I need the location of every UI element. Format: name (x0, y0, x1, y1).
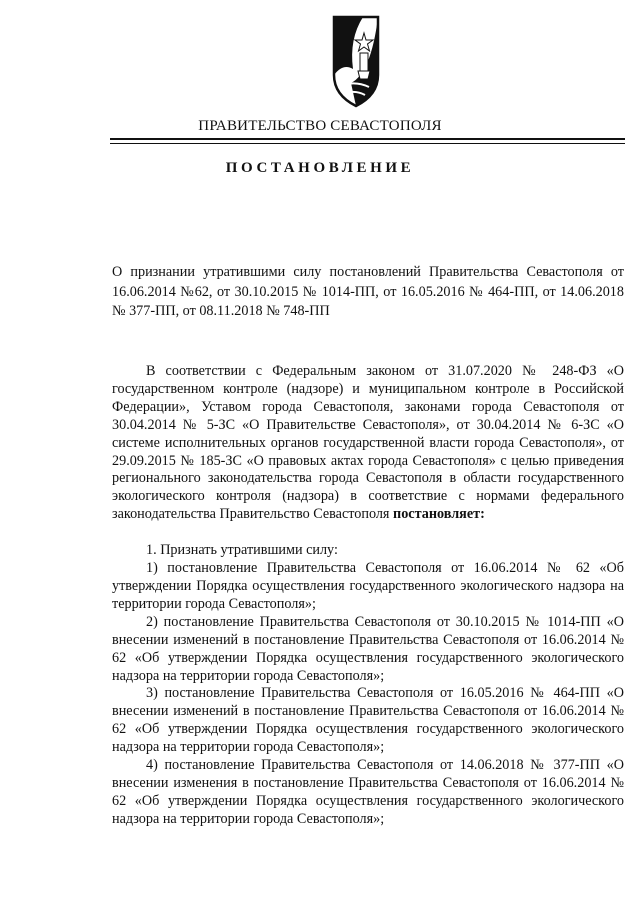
document-subject: О признании утратившими силу постановлений Правительства Севастополя от 16.06.2014 №62, от 30.10.2015 № 1014-ПП, от 16.05.2016 № 464-ПП, от 14.06.2018 № 377-ПП, от 08.11.2018 № 748-ПП (112, 264, 624, 320)
point-1-heading: 1. Признать утратившими силу: (146, 542, 338, 559)
list-item: 2) постановление Правительства Севастополя от 30.10.2015 № 1014-ПП «О внесении изменений в постановление Правительства Севастополя от 16.06.2014 № 62 «Об утверждении Порядка осуществления государственного экологического надзора на территории города Севастополя»; (112, 613, 624, 684)
preamble-text: В соответствии с Федеральным законом от 31.07.2020 № 248-ФЗ «О государственном контроле (надзоре) и муниципальном контроле в Российской Федерации», Уставом города Севастополя, законами города Севастополя от 30.04.2014 № 5-ЗС «О Правительстве Севастополя», от 30.04.2014 № 6-ЗС «О системе исполнительных органов государственной власти города Севастополя», от 29.09.2015 № 185-ЗС «О правовых актах города Севастополя» с целью приведения регионального законодательства города Севастополя в области государственного экологического контроля (надзора) в соответствие с нормами федерального законодательства Правительство Севастополя (112, 363, 624, 523)
document-type-title: ПОСТАНОВЛЕНИЕ (225, 160, 415, 176)
paragraph-gap (112, 524, 624, 542)
preamble-verb: постановляет: (393, 506, 485, 523)
list-item: 1) постановление Правительства Севастополя от 16.06.2014 № 62 «Об утверждении Порядка осуществления государственного экологического надзора на территории города Севастополя»; (112, 560, 624, 612)
sevastopol-coat-of-arms-icon (331, 13, 381, 108)
header-rule-thick (110, 138, 625, 140)
preamble-paragraph (112, 363, 624, 524)
header-rule-thin (110, 143, 625, 144)
government-name: ПРАВИТЕЛЬСТВО СЕВАСТОПОЛЯ (198, 118, 442, 134)
list-item: 3) постановление Правительства Севастополя от 16.05.2016 № 464-ПП «О внесении изменений в постановление Правительства Севастополя от 16.06.2014 № 62 «Об утверждении Порядка осуществления государственного экологического надзора на территории города Севастополя»; (112, 685, 624, 756)
list-item: 4) постановление Правительства Севастополя от 14.06.2018 № 377-ПП «О внесении изменения в постановление Правительства Севастополя от 16.06.2014 № 62 «Об утверждении Порядка осуществления государственного экологического надзора на территории города Севастополя»; (112, 757, 624, 827)
document-body (112, 363, 624, 829)
